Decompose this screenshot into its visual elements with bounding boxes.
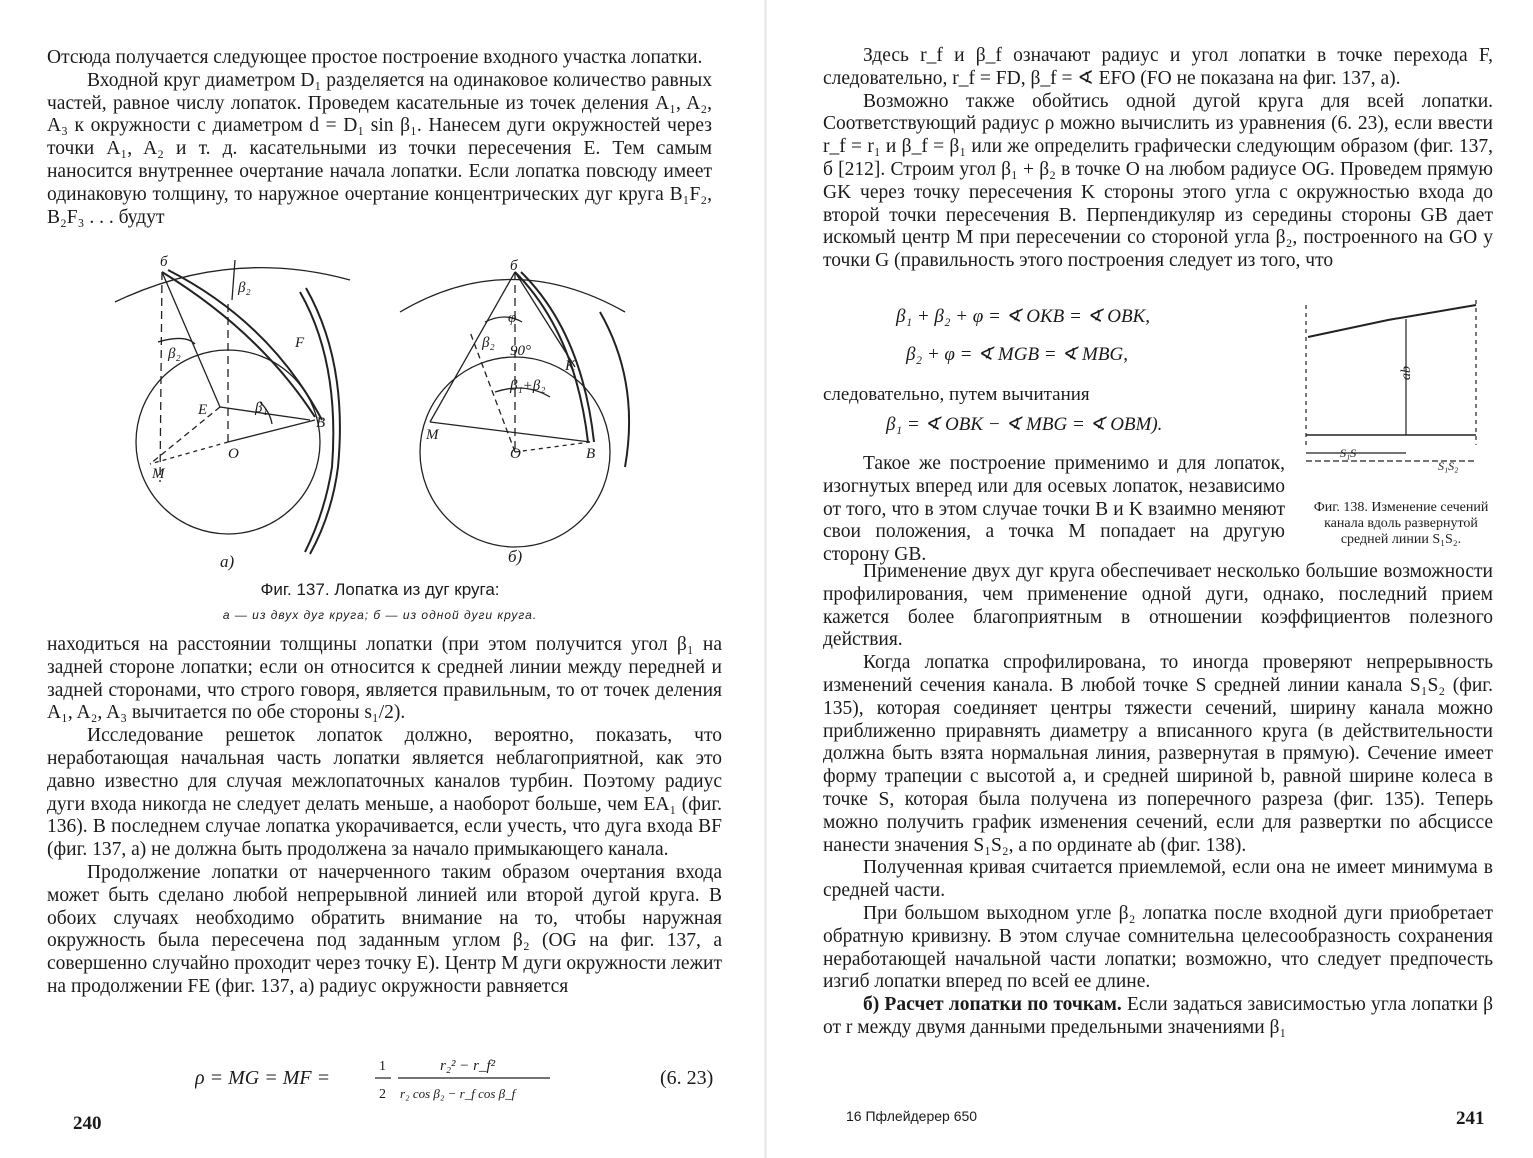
text-line: следовательно, путем вычитания <box>823 384 1090 405</box>
fig137-point-label: M <box>426 427 439 443</box>
left-text-bottom <box>47 634 722 999</box>
paragraph: Возможно также обойтись одной дугой круга для всей лопатки. Соответствующий радиус ρ можно вычислить из уравнения (6. 23), если ввести r_f = r₁ и β_f = β₁ или же определить графически следующим образом (фиг. 137, б [212]. Строим угол β₁ + β₂ в точке O на любом радиусе OG. Проведем прямую GK через точку пересечения K стороны этого угла с окружностью входа до второй точки пересечения B. Перпендикуляр из середины стороны GB дает искомый центр M при пересечении со стороной угла β₂, построенного на GO у точки G (правильность этого построения следует из того, что <box>823 90 1493 272</box>
fig137-angle-label: 90° <box>510 343 531 359</box>
formula-half-num: 1 <box>379 1059 386 1074</box>
figure-138 <box>1298 295 1498 475</box>
paragraph: При большом выходном угле β₂ лопатка после входной дуги приобретает обратную кривизну. В этом случае сомнительна целесообразность сохранения неработающей начальной части лопатки; возможно, что следует предпочесть изгиб лопатки вперед по всей ее длине. <box>823 902 1493 993</box>
fig137-angle-label: β₁+β₂ <box>510 378 546 394</box>
fig137-point-label: O <box>510 446 521 462</box>
section-heading: б) Расчет лопатки по точкам. <box>863 994 1122 1016</box>
fig138-axis-label: S₁S₂ <box>1438 459 1459 473</box>
fig137-panel-label: а) <box>220 552 235 571</box>
fig137-point-label: O <box>228 446 239 462</box>
equation-6-23 <box>195 1048 725 1108</box>
paragraph: б) Расчет лопатки по точкам. Если задаться зависимостью угла лопатки β от r между двумя данными предельными значениями β₁ <box>823 994 1493 1038</box>
paragraph: находиться на расстоянии толщины лопатки (при этом получится угол β₁ на задней стороне лопатки; если он относится к средней линии между передней и задней сторонами, что строго говоря, является правильным, то от точек деления A₁, A₂, A₃ вычитается по обе стороны s₁/2). <box>47 634 722 724</box>
left-page <box>0 0 766 1158</box>
fig137-angle-label: β₂ <box>168 346 181 362</box>
paragraph: Отсюда получается следующее простое построение входного участка лопатки. <box>47 47 703 68</box>
paragraph: Применение двух дуг круга обеспечивает несколько большие возможности профилирования, чем применение одной дуги, однако, последний прием кажется более благоприятным в отношении коэффициентов полезного действия. <box>823 561 1493 651</box>
printer-signature: 16 Пфлейдерер 650 <box>846 1108 978 1124</box>
fig137-point-label: б <box>510 258 518 274</box>
right-text-bottom <box>823 561 1493 1040</box>
figure-137-subcaption: а — из двух дуг круга; б — из одной дуги круга. <box>222 608 538 622</box>
fig137-point-label: б <box>160 254 168 270</box>
equation-number: (6. 23) <box>660 1067 714 1089</box>
right-text-middle <box>823 453 1285 567</box>
page-number: 241 <box>1456 1108 1485 1129</box>
formula-lhs: ρ = MG = MF = <box>195 1067 331 1089</box>
page-number: 240 <box>73 1113 102 1134</box>
fig137-angle-label: φ <box>508 310 517 326</box>
equation-line: β₂ + φ = ∢ MGB = ∢ MBG, <box>906 344 1128 365</box>
fig138-axis-label: ab <box>1399 366 1414 380</box>
formula-half-den: 2 <box>379 1087 386 1102</box>
paragraph: Когда лопатка спрофилирована, то иногда проверяют непрерывность изменений сечения канала. В любой точке S средней линии канала S₁S₂ (фиг. 135), которая соединяет центры тяжести сечений, ширину канала можно приближенно приравнять диаметру a вписанного круга (в действительности должна быть взята нормальная линия, развернутая в прямую). Сечение имеет форму трапеции с высотой a, и средней шириной b, равной ширине колеса в точке S, которая была получена из поперечного разреза (фиг. 135). Теперь можно получить график изменения сечений, если для развертки по абсциссе нанести значения S₁S₂, а по ординате ab (фиг. 138). <box>823 652 1493 856</box>
fig138-axis-label: S₁S <box>1340 446 1357 460</box>
figure-137a-diagram <box>115 260 350 554</box>
fig137-point-label: F <box>295 335 305 351</box>
paragraph: Входной круг диаметром D₁ разделяется на одинаковое количество равных частей, равное числу лопаток. Проведем касательные из точек деления A₁, A₂, A₃ к окружности с диаметром d = D₁ sin β₁. Нанесем дуги окружностей через точки A₁, A₂ и т. д. касательными из точки пересечения E. Тем самым наносится внутреннее очертание начала лопатки. Если лопатка повсюду имеет одинаковую толщину, то наружное очертание концентрических дуг круга B₁F₂, B₂F₃ . . . будут <box>47 69 712 228</box>
right-page <box>766 0 1533 1158</box>
paragraph: Здесь r_f и β_f означают радиус и угол лопатки в точке перехода F, следовательно, r_f = FD, β_f = ∢ EFO (FO не показана на фиг. 137, а). <box>823 45 1493 89</box>
fig137-point-label: M <box>152 466 165 482</box>
fig137-point-label: K <box>565 358 576 374</box>
paragraph: Продолжение лопатки от начерченного таким образом очертания входа может быть сделано любой непрерывной линией или второй дугой круга. В обоих случаях необходимо обратить внимание на то, чтобы наружная окружность была пересечена под заданным углом β₂ (OG на фиг. 137, а совершенно случайно проходит через точку E). Центр M дуги окружности лежит на продолжении FE (фиг. 137, а) радиус окружности равняется <box>47 861 722 997</box>
figure-137-caption: Фиг. 137. Лопатка из дуг круга: <box>260 580 500 599</box>
paragraph: Полученная кривая считается приемлемой, если она не имеет минимума в средней части. <box>823 857 1493 902</box>
figure-138-caption: Фиг. 138. Изменение сечений канала вдоль развернутой средней линии S₁S₂. <box>1313 500 1489 547</box>
fig137-angle-label: β₂ <box>238 280 251 296</box>
equation-line: β₁ + β₂ + φ = ∢ OKB = ∢ OBK, <box>896 306 1151 327</box>
paragraph: Исследование решеток лопаток должно, вероятно, показать, что неработающая начальная часть лопатки является неблагоприятной, как это давно известно для случая межлопаточных каналов турбин. Поэтому радиус дуги входа никогда не следует делать меньше, а наоборот больше, чем EA₁ (фиг. 136). В последнем случае лопатка укорачивается, если учесть, что дуга входа BF (фиг. 137, а) не должна быть продолжена за начало примыкающего канала. <box>47 725 722 861</box>
formula-numerator: r₂² − r_f² <box>440 1058 496 1074</box>
fig137-point-label: B <box>586 446 596 462</box>
fig137-angle-label: β₁ <box>255 400 268 416</box>
fig137-point-label: B <box>316 415 326 431</box>
figure-137 <box>110 252 650 572</box>
formula-denominator: r₂ cos β₂ − r_f cos β_f <box>400 1086 516 1101</box>
fig137-panel-label: б) <box>508 547 523 566</box>
fig137-angle-label: β₂ <box>482 335 495 351</box>
left-text-top <box>47 47 712 229</box>
equation-line: β₁ = ∢ OBK − ∢ MBG = ∢ OBM). <box>886 414 1163 435</box>
fig137-point-label: E <box>198 402 208 418</box>
right-text-top <box>823 45 1493 273</box>
paragraph: Такое же построение применимо и для лопаток, изогнутых вперед или для осевых лопаток, независимо от того, что в этом случае точки B и K взаимно меняют свои положения, а точка M попадает на другую сторону GB. <box>823 453 1285 566</box>
